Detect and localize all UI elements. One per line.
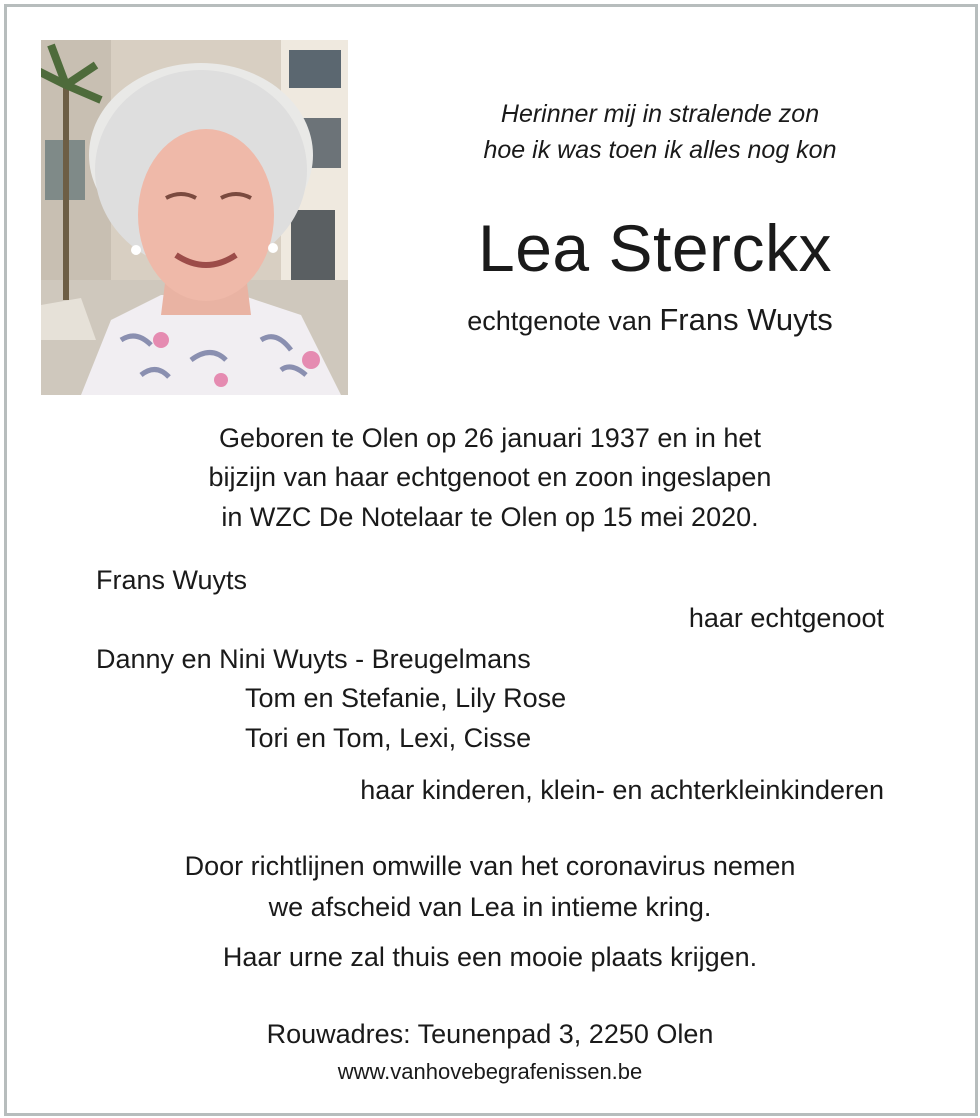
family-grandchildren-2: Tori en Tom, Lexi, Cisse [245,723,532,753]
family-grandchildren-1: Tom en Stefanie, Lily Rose [245,683,567,713]
notice-line-1: Door richtlijnen omwille van het coronavirus nemen [184,851,796,881]
notice-line-3: Haar urne zal thuis een mooie plaats krijgen. [222,942,758,972]
family-spouse: Frans Wuyts [96,565,248,595]
family-spouse-role: haar echtgenoot [688,603,884,633]
poem-line-1: Herinner mij in stralende zon [500,100,820,128]
biography-line-1: Geboren te Olen op 26 januari 1937 en in het [219,423,761,453]
website-link[interactable]: www.vanhovebegrafenissen.be [337,1059,643,1084]
relation-line [380,300,920,341]
spouse-name: Frans Wuyts [659,302,833,337]
portrait-photo [41,40,348,395]
biography-line-2: bijzijn van haar echtgenoot en zoon ingeslapen [208,462,772,492]
biography-line-3: in WZC De Notelaar te Olen op 15 mei 2020. [221,502,759,532]
deceased-name: Lea Sterckx [478,211,832,285]
address: Rouwadres: Teunenpad 3, 2250 Olen [266,1019,714,1049]
notice-line-2: we afscheid van Lea in intieme kring. [268,892,712,922]
relation-prefix: echtgenote van [467,306,652,336]
family-children-role: haar kinderen, klein- en achterkleinkinderen [360,775,884,805]
family-child: Danny en Nini Wuyts - Breugelmans [96,644,531,674]
poem-line-2: hoe ik was toen ik alles nog kon [483,136,837,164]
